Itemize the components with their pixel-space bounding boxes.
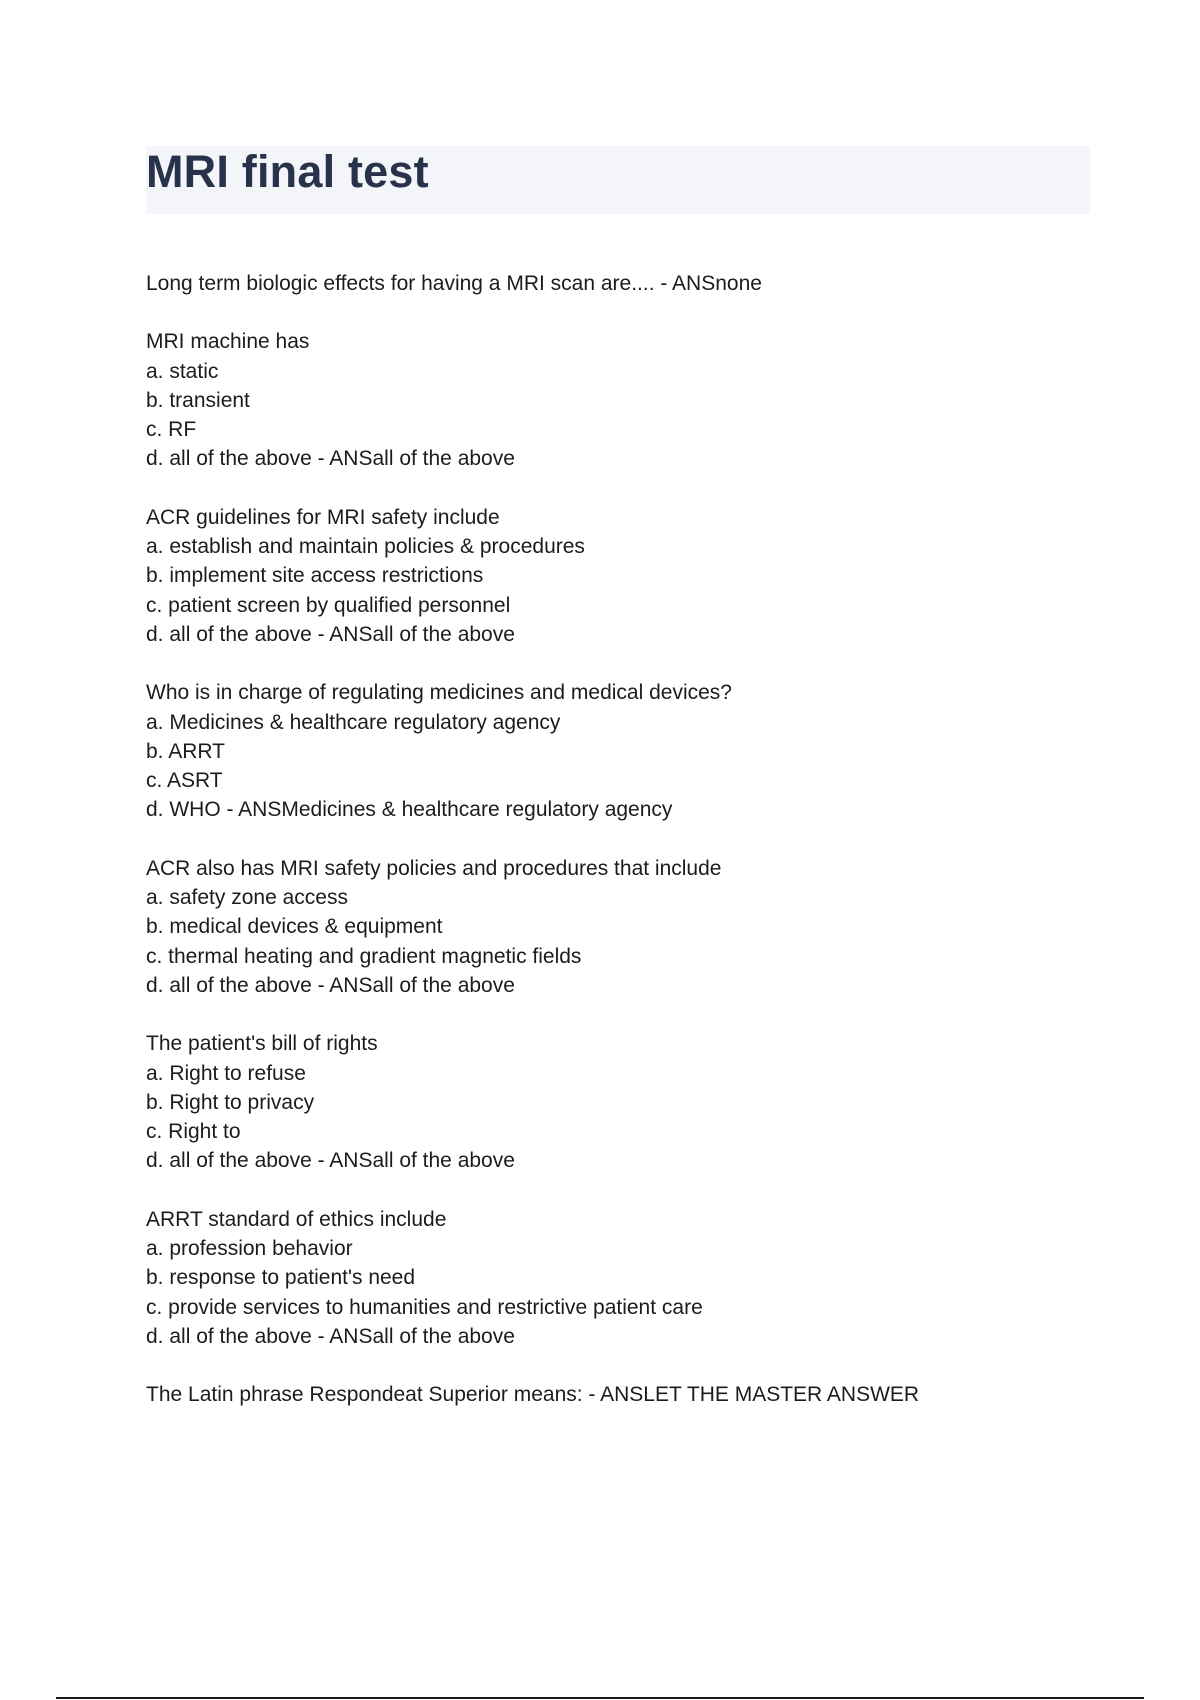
question-text: ACR also has MRI safety policies and procedures that include bbox=[146, 856, 722, 880]
answer-option: d. all of the above - ANSall of the above bbox=[146, 973, 515, 997]
answer-option: a. Medicines & healthcare regulatory agency bbox=[146, 710, 561, 734]
question-block bbox=[146, 854, 1106, 1000]
page-title: MRI final test bbox=[146, 146, 429, 197]
question-text: Long term biologic effects for having a MRI scan are.... - ANSnone bbox=[146, 272, 762, 295]
answer-option: c. ASRT bbox=[146, 769, 223, 793]
answer-option: c. RF bbox=[146, 418, 197, 442]
question-text: ARRT standard of ethics include bbox=[146, 1207, 447, 1231]
answer-option: b. implement site access restrictions bbox=[146, 564, 484, 588]
question-text: Who is in charge of regulating medicines and medical devices? bbox=[146, 681, 732, 705]
question-text: MRI machine has bbox=[146, 330, 310, 354]
answer-option: b. transient bbox=[146, 388, 250, 412]
question-block bbox=[146, 503, 1106, 649]
answer-option: b. response to patient's need bbox=[146, 1266, 416, 1290]
answer-option: b. ARRT bbox=[146, 739, 225, 763]
question-block bbox=[146, 678, 1106, 824]
answer-option: c. provide services to humanities and restrictive patient care bbox=[146, 1295, 703, 1319]
answer-option: a. Right to refuse bbox=[146, 1061, 306, 1085]
question-list bbox=[146, 269, 1106, 1439]
answer-option: a. safety zone access bbox=[146, 886, 348, 910]
answer-option: c. patient screen by qualified personnel bbox=[146, 593, 511, 617]
answer-option: d. all of the above - ANSall of the above bbox=[146, 1324, 515, 1348]
answer-option: b. medical devices & equipment bbox=[146, 915, 443, 939]
answer-option: c. Right to bbox=[146, 1120, 241, 1144]
question-text: ACR guidelines for MRI safety include bbox=[146, 505, 500, 529]
question-block bbox=[146, 1029, 1106, 1175]
answer-option: d. all of the above - ANSall of the above bbox=[146, 1149, 515, 1173]
answer-option: d. all of the above - ANSall of the above bbox=[146, 447, 515, 471]
answer-option: a. establish and maintain policies & procedures bbox=[146, 535, 585, 559]
question-block bbox=[146, 1205, 1106, 1351]
footer-divider bbox=[56, 1697, 1144, 1699]
answer-option: a. static bbox=[146, 359, 219, 383]
answer-option: c. thermal heating and gradient magnetic fields bbox=[146, 944, 582, 968]
answer-option: a. profession behavior bbox=[146, 1237, 353, 1261]
question-block bbox=[146, 1380, 1106, 1409]
answer-option: b. Right to privacy bbox=[146, 1090, 315, 1114]
question-text: The Latin phrase Respondeat Superior means: - ANSLET THE MASTER ANSWER bbox=[146, 1383, 920, 1407]
question-block bbox=[146, 327, 1106, 473]
question-text: The patient's bill of rights bbox=[146, 1032, 378, 1056]
question-block bbox=[146, 269, 1106, 298]
answer-option: d. WHO - ANSMedicines & healthcare regulatory agency bbox=[146, 798, 673, 822]
answer-option: d. all of the above - ANSall of the above bbox=[146, 622, 515, 646]
